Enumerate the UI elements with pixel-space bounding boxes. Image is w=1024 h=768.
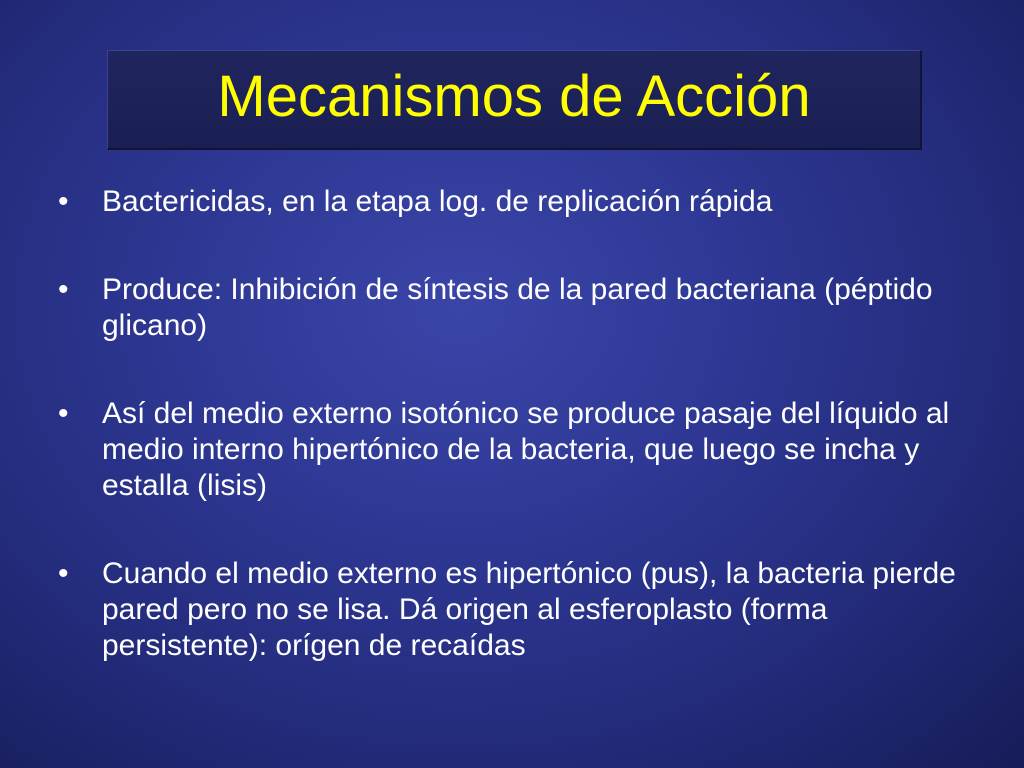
title-box — [107, 50, 922, 150]
bullet-item-3 — [58, 396, 958, 504]
bullet-item-1 — [58, 184, 958, 220]
bullet-text-2: Produce: Inhibición de síntesis de la pared bacteriana (péptido glicano) — [102, 273, 933, 342]
slide-title: Mecanismos de Acción — [217, 63, 811, 129]
bullet-list — [58, 184, 958, 716]
bullet-dot-icon: • — [58, 397, 69, 430]
bullet-dot-icon: • — [58, 185, 69, 218]
bullet-item-2 — [58, 272, 958, 344]
bullet-item-4 — [58, 556, 958, 664]
bullet-dot-icon: • — [58, 273, 69, 306]
bullet-dot-icon: • — [58, 557, 69, 590]
bullet-text-1: Bactericidas, en la etapa log. de replicación rápida — [102, 185, 773, 218]
bullet-text-4: Cuando el medio externo es hipertónico (pus), la bacteria pierde pared pero no se lisa. Dá origen al esferoplasto (forma persistente): orígen de recaídas — [102, 557, 956, 662]
bullet-text-3: Así del medio externo isotónico se produce pasaje del líquido al medio interno hipertónico de la bacteria, que luego se incha y estalla (lisis) — [102, 397, 950, 502]
